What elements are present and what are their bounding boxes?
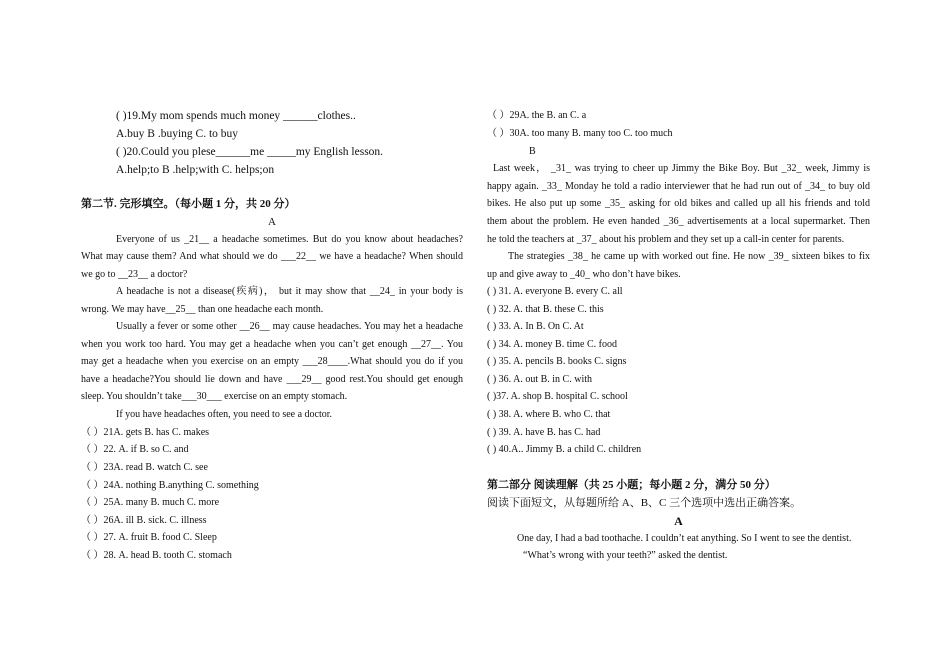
option-row-26: （ ）26A. ill B. sick. C. illness — [81, 515, 207, 526]
option-row-35: ( ) 35. A. pencils B. books C. signs — [487, 356, 627, 367]
part2-instructions: 阅读下面短文，从每题所给 A、B、C 三个选项中选出正确答案。 — [487, 497, 802, 509]
passage-line: What may cause them? And what should we do ___22__ we have a headache? When should — [81, 251, 463, 262]
option-row-22: （ ）22. A. if B. so C. and — [81, 444, 189, 455]
passage-line: sleep. You shouldn’t take___30___ exercise on an empty stomach. — [81, 391, 348, 402]
passage-line: wrong. We may have__25__ than one headache each month. — [81, 304, 324, 315]
section-title-cloze: 第二节. 完形填空。（每小题 1 分，共 20 分） — [81, 198, 296, 210]
option-row-23: （ ）23A. read B. watch C. see — [81, 462, 208, 473]
option-row-21: （ ）21A. gets B. has C. makes — [81, 427, 210, 438]
part2-title: 第二部分 阅读理解（共 25 小题；每小题 2 分，满分 50 分） — [487, 479, 776, 491]
question-19-options: A.buy B .buying C. to buy — [116, 128, 239, 140]
option-row-32: ( ) 32. A. that B. these C. this — [487, 304, 604, 315]
option-row-37: ( )37. A. shop B. hospital C. school — [487, 391, 628, 402]
passage-line: The strategies _38_ he came up with worked out fine. He now _39_ sixteen bikes to fix — [508, 251, 870, 262]
passage-line: Last week， _31_ was trying to cheer up Jimmy the Bike Boy. But _32_ week, Jimmy is — [493, 163, 870, 174]
passage-line: them about the problem. He even handed _36_ advertisements at a local supermarket. Then — [487, 216, 870, 227]
option-row-39: ( ) 39. A. have B. has C. had — [487, 427, 601, 438]
option-row-24: （ ）24A. nothing B.anything C. something — [81, 480, 259, 491]
question-20: ( )20.Could you plese______me _____my English lesson. — [116, 146, 384, 158]
option-row-29: （ ）29A. the B. an C. a — [487, 110, 587, 121]
option-row-25: （ ）25A. many B. much C. more — [81, 497, 220, 508]
passage-line: when you work too hard. You may get a headache when you can’t get enough __27__. You — [81, 339, 463, 350]
passage-line: up and give away to _40_ who don’t have bikes. — [487, 269, 681, 280]
passage-line: Usually a fever or some other __26__ may cause headaches. You may het a headache — [116, 321, 463, 332]
passage-line: may get a headache when you exercise on an empty ___28____.What should you do if you — [81, 356, 463, 367]
passage-line: If you have headaches often, you need to see a doctor. — [116, 409, 333, 420]
option-row-33: ( ) 33. A. In B. On C. At — [487, 321, 584, 332]
reading-line: “What’s wrong with your teeth?” asked the dentist. — [523, 550, 728, 561]
reading-passage-label-a: A — [674, 514, 683, 528]
option-row-31: ( ) 31. A. everyone B. every C. all — [487, 286, 623, 297]
question-19: ( )19.My mom spends much money ______clothes.. — [116, 110, 356, 122]
passage-line: happy again. _33_ Monday he told a radio interviewer that he had run out of _34_ to buy old — [487, 181, 870, 192]
option-row-34: ( ) 34. A. money B. time C. food — [487, 339, 617, 350]
reading-line: One day, I had a bad toothache. I couldn’t eat anything. So I went to see the dentist. — [517, 533, 852, 544]
passage-line: A headache is not a disease(疾病)， but it may show that __24_ in your body is — [116, 286, 463, 297]
option-row-40: ( ) 40.A.. Jimmy B. a child C. children — [487, 444, 642, 455]
passage-label-b: B — [529, 146, 536, 157]
question-20-options: A.help;to B .help;with C. helps;on — [116, 164, 275, 176]
passage-line: have a headache?You should lie down and have ___29__ good rest.You should get enough — [81, 374, 463, 385]
passage-line: bikes. He also put up some _35_ asking for old bikes and called up all his friends and told — [487, 198, 870, 209]
option-row-38: ( ) 38. A. where B. who C. that — [487, 409, 611, 420]
passage-line: he told the teachers at _37_ about his problem and they set up a call-in center for parents. — [487, 234, 845, 245]
option-row-36: ( ) 36. A. out B. in C. with — [487, 374, 593, 385]
passage-label-a: A — [268, 216, 276, 228]
passage-line: we go to __23__ a doctor? — [81, 269, 188, 280]
option-row-28: （ ）28. A. head B. tooth C. stomach — [81, 550, 232, 561]
passage-line: Everyone of us _21__ a headache sometimes. But do you know about headaches? — [116, 234, 463, 245]
option-row-27: （ ）27. A. fruit B. food C. Sleep — [81, 532, 217, 543]
option-row-30: （ ）30A. too many B. many too C. too much — [487, 128, 673, 139]
